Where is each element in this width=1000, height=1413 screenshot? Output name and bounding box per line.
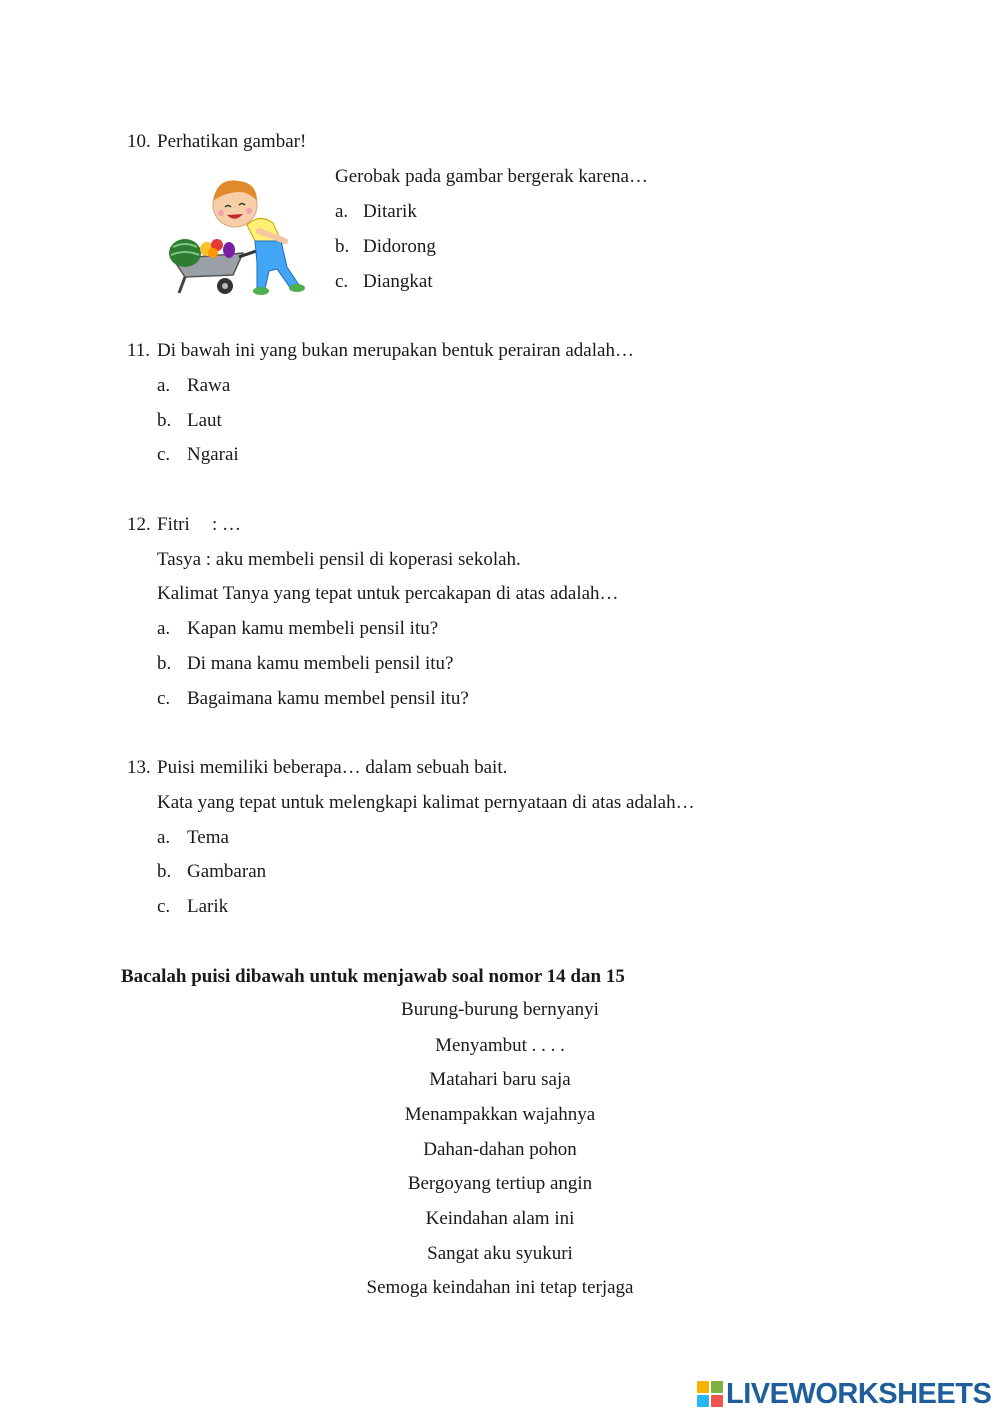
q10-option-c-letter: c.: [335, 271, 349, 292]
q12-option-b: Di mana kamu membeli pensil itu?: [187, 653, 454, 674]
poem-line: Burung-burung bernyanyi: [401, 999, 599, 1020]
q12-option-a: Kapan kamu membeli pensil itu?: [187, 618, 439, 639]
logo-block-e: [711, 1395, 723, 1407]
q10-option-c: Diangkat: [363, 271, 433, 292]
q12-speaker1: Fitri: [157, 514, 190, 535]
q13-option-a: Tema: [187, 827, 229, 848]
logo-block-l: [697, 1381, 709, 1393]
q11-option-a: Rawa: [187, 375, 231, 396]
poem-line: Menampakkan wajahnya: [404, 1104, 596, 1125]
logo-block-v: [697, 1395, 709, 1407]
q13-option-c-letter: c.: [157, 896, 171, 917]
q12-option-c-letter: c.: [157, 688, 171, 709]
poem-line: Semoga keindahan ini tetap terjaga: [366, 1277, 634, 1298]
liveworksheets-logo-icon: [697, 1381, 723, 1407]
q13-text: Puisi memiliki beberapa… dalam sebuah bait.: [157, 757, 508, 778]
q12-line1: : …: [212, 514, 242, 535]
q11-option-c: Ngarai: [187, 444, 239, 465]
poem-line: Dahan-dahan pohon: [423, 1139, 577, 1160]
q11-option-b: Laut: [187, 410, 222, 431]
q12-option-b-letter: b.: [157, 653, 172, 674]
poem-line: Matahari baru saja: [429, 1069, 571, 1090]
q13-option-a-letter: a.: [157, 827, 171, 848]
q13-option-b: Gambaran: [187, 861, 267, 882]
poem-instruction: Bacalah puisi dibawah untuk menjawab soal nomor 14 dan 15: [121, 966, 625, 987]
liveworksheets-logo[interactable]: [697, 1378, 991, 1410]
q12-number: 12.: [127, 514, 151, 535]
q12-option-c: Bagaimana kamu membel pensil itu?: [187, 688, 469, 709]
q13-option-b-letter: b.: [157, 861, 172, 882]
q10-option-b: Didorong: [363, 236, 436, 257]
poem-line: Bergoyang tertiup angin: [407, 1173, 593, 1194]
q11-option-b-letter: b.: [157, 410, 172, 431]
logo-block-i: [711, 1381, 723, 1393]
q10-option-a-letter: a.: [335, 201, 349, 222]
q13-prompt: Kata yang tepat untuk melengkapi kalimat pernyataan di atas adalah…: [157, 792, 695, 813]
q13-option-c: Larik: [187, 896, 229, 917]
q11-option-c-letter: c.: [157, 444, 171, 465]
q10-text: Perhatikan gambar!: [157, 131, 307, 152]
q10-option-b-letter: b.: [335, 236, 350, 257]
q11-number: 11.: [127, 340, 151, 361]
q12-line2: Tasya : aku membeli pensil di koperasi sekolah.: [157, 549, 521, 570]
q10-option-a: Ditarik: [363, 201, 417, 222]
poem-line: Sangat aku syukuri: [427, 1243, 573, 1264]
q11-text: Di bawah ini yang bukan merupakan bentuk perairan adalah…: [157, 340, 634, 361]
q10-prompt: Gerobak pada gambar bergerak karena…: [335, 166, 648, 187]
poem-line: Menyambut . . . .: [435, 1035, 565, 1056]
q12-prompt: Kalimat Tanya yang tepat untuk percakapan di atas adalah…: [157, 583, 619, 604]
q11-option-a-letter: a.: [157, 375, 171, 396]
liveworksheets-logo-text: LIVEWORKSHEETS: [726, 1377, 992, 1410]
boy-pushing-cart-illustration: [155, 167, 327, 302]
poem-line: Keindahan alam ini: [425, 1208, 575, 1229]
q12-option-a-letter: a.: [157, 618, 171, 639]
q13-number: 13.: [127, 757, 151, 778]
q10-number: 10.: [127, 131, 151, 152]
